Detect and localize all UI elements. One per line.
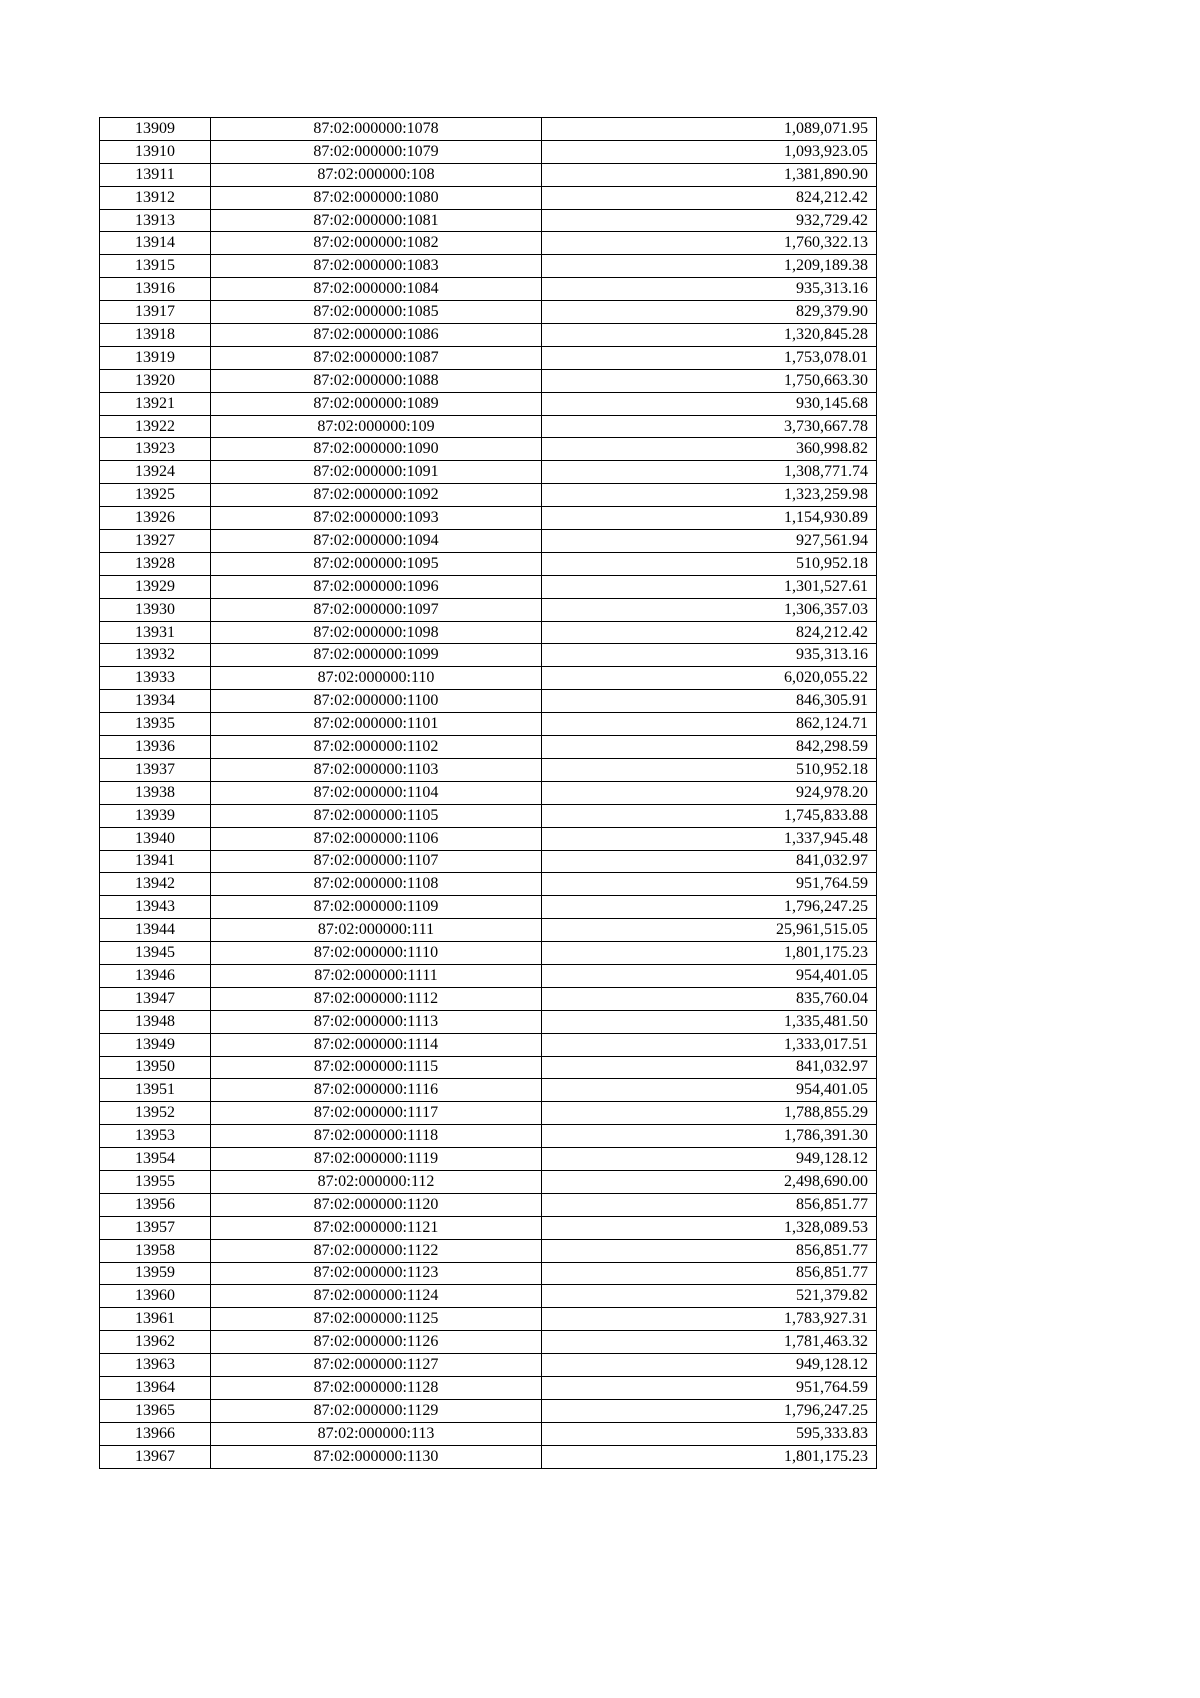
cadastral-value-cell: 856,851.77: [542, 1193, 877, 1216]
table-row: [100, 232, 877, 255]
row-number-cell: 13946: [100, 964, 211, 987]
row-number-cell: 13954: [100, 1148, 211, 1171]
cadastral-value-cell: 862,124.71: [542, 713, 877, 736]
cadastral-value-cell: 835,760.04: [542, 987, 877, 1010]
cadastral-value-cell: 954,401.05: [542, 1079, 877, 1102]
cadastral-value-cell: 951,764.59: [542, 873, 877, 896]
table-row: [100, 1445, 877, 1468]
cadastral-number-cell: 87:02:000000:1121: [211, 1216, 542, 1239]
row-number-cell: 13956: [100, 1193, 211, 1216]
cadastral-value-cell: 510,952.18: [542, 758, 877, 781]
cadastral-value-cell: 1,154,930.89: [542, 507, 877, 530]
cadastral-number-cell: 87:02:000000:1090: [211, 438, 542, 461]
cadastral-number-cell: 87:02:000000:1081: [211, 209, 542, 232]
cadastral-value-cell: 1,089,071.95: [542, 118, 877, 141]
row-number-cell: 13941: [100, 850, 211, 873]
cadastral-value-cell: 6,020,055.22: [542, 667, 877, 690]
row-number-cell: 13914: [100, 232, 211, 255]
cadastral-value-cell: 1,788,855.29: [542, 1102, 877, 1125]
row-number-cell: 13932: [100, 644, 211, 667]
row-number-cell: 13916: [100, 278, 211, 301]
row-number-cell: 13950: [100, 1056, 211, 1079]
row-number-cell: 13957: [100, 1216, 211, 1239]
cadastral-value-cell: 1,783,927.31: [542, 1308, 877, 1331]
cadastral-value-cell: 951,764.59: [542, 1376, 877, 1399]
table-row: [100, 369, 877, 392]
cadastral-number-cell: 87:02:000000:1100: [211, 690, 542, 713]
row-number-cell: 13965: [100, 1399, 211, 1422]
row-number-cell: 13919: [100, 346, 211, 369]
row-number-cell: 13944: [100, 919, 211, 942]
cadastral-value-cell: 1,760,322.13: [542, 232, 877, 255]
row-number-cell: 13943: [100, 896, 211, 919]
cadastral-number-cell: 87:02:000000:1115: [211, 1056, 542, 1079]
table-row: [100, 1193, 877, 1216]
cadastral-number-cell: 87:02:000000:1116: [211, 1079, 542, 1102]
table-row: [100, 552, 877, 575]
row-number-cell: 13920: [100, 369, 211, 392]
cadastral-number-cell: 87:02:000000:1104: [211, 781, 542, 804]
table-row: [100, 873, 877, 896]
cadastral-number-cell: 87:02:000000:1101: [211, 713, 542, 736]
row-number-cell: 13952: [100, 1102, 211, 1125]
table-row: [100, 1399, 877, 1422]
cadastral-number-cell: 87:02:000000:1087: [211, 346, 542, 369]
table-row: [100, 1216, 877, 1239]
cadastral-value-cell: 949,128.12: [542, 1148, 877, 1171]
table-row: [100, 1239, 877, 1262]
table-row: [100, 278, 877, 301]
cadastral-number-cell: 87:02:000000:1122: [211, 1239, 542, 1262]
row-number-cell: 13942: [100, 873, 211, 896]
cadastral-number-cell: 87:02:000000:1125: [211, 1308, 542, 1331]
cadastral-number-cell: 87:02:000000:1092: [211, 484, 542, 507]
cadastral-number-cell: 87:02:000000:1097: [211, 598, 542, 621]
cadastral-number-cell: 87:02:000000:108: [211, 163, 542, 186]
row-number-cell: 13948: [100, 1010, 211, 1033]
row-number-cell: 13930: [100, 598, 211, 621]
row-number-cell: 13923: [100, 438, 211, 461]
cadastral-number-cell: 87:02:000000:1126: [211, 1331, 542, 1354]
row-number-cell: 13949: [100, 1033, 211, 1056]
cadastral-number-cell: 87:02:000000:1123: [211, 1262, 542, 1285]
row-number-cell: 13922: [100, 415, 211, 438]
row-number-cell: 13959: [100, 1262, 211, 1285]
row-number-cell: 13947: [100, 987, 211, 1010]
cadastral-value-cell: 1,381,890.90: [542, 163, 877, 186]
cadastral-value-cell: 2,498,690.00: [542, 1170, 877, 1193]
cadastral-value-cell: 930,145.68: [542, 392, 877, 415]
cadastral-value-cell: 841,032.97: [542, 850, 877, 873]
row-number-cell: 13915: [100, 255, 211, 278]
row-number-cell: 13925: [100, 484, 211, 507]
table-row: [100, 530, 877, 553]
cadastral-number-cell: 87:02:000000:1119: [211, 1148, 542, 1171]
cadastral-value-cell: 829,379.90: [542, 301, 877, 324]
table-row: [100, 346, 877, 369]
cadastral-value-cell: 1,796,247.25: [542, 896, 877, 919]
table-row: [100, 1354, 877, 1377]
cadastral-number-cell: 87:02:000000:1079: [211, 140, 542, 163]
table-row: [100, 804, 877, 827]
cadastral-value-cell: 510,952.18: [542, 552, 877, 575]
table-row: [100, 919, 877, 942]
cadastral-number-cell: 87:02:000000:1114: [211, 1033, 542, 1056]
cadastral-number-cell: 87:02:000000:1113: [211, 1010, 542, 1033]
table-row: [100, 598, 877, 621]
cadastral-number-cell: 87:02:000000:1096: [211, 575, 542, 598]
table-row: [100, 1285, 877, 1308]
row-number-cell: 13911: [100, 163, 211, 186]
table-row: [100, 667, 877, 690]
cadastral-value-cell: 1,328,089.53: [542, 1216, 877, 1239]
cadastral-number-cell: 87:02:000000:1112: [211, 987, 542, 1010]
row-number-cell: 13929: [100, 575, 211, 598]
row-number-cell: 13945: [100, 942, 211, 965]
cadastral-number-cell: 87:02:000000:1108: [211, 873, 542, 896]
row-number-cell: 13951: [100, 1079, 211, 1102]
cadastral-number-cell: 87:02:000000:1080: [211, 186, 542, 209]
cadastral-number-cell: 87:02:000000:1109: [211, 896, 542, 919]
cadastral-value-cell: 25,961,515.05: [542, 919, 877, 942]
cadastral-number-cell: 87:02:000000:111: [211, 919, 542, 942]
table-row: [100, 964, 877, 987]
row-number-cell: 13938: [100, 781, 211, 804]
cadastral-value-cell: 1,320,845.28: [542, 324, 877, 347]
table-row: [100, 1331, 877, 1354]
cadastral-value-cell: 1,209,189.38: [542, 255, 877, 278]
table-row: [100, 575, 877, 598]
cadastral-number-cell: 87:02:000000:1103: [211, 758, 542, 781]
table-row: [100, 324, 877, 347]
cadastral-number-cell: 87:02:000000:112: [211, 1170, 542, 1193]
cadastral-value-cell: 932,729.42: [542, 209, 877, 232]
cadastral-value-cell: 1,750,663.30: [542, 369, 877, 392]
row-number-cell: 13928: [100, 552, 211, 575]
cadastral-number-cell: 87:02:000000:109: [211, 415, 542, 438]
cadastral-value-cell: 1,801,175.23: [542, 1445, 877, 1468]
cadastral-value-cell: 824,212.42: [542, 186, 877, 209]
cadastral-value-cell: 846,305.91: [542, 690, 877, 713]
cadastral-number-cell: 87:02:000000:1110: [211, 942, 542, 965]
table-row: [100, 1148, 877, 1171]
cadastral-number-cell: 87:02:000000:1118: [211, 1125, 542, 1148]
cadastral-number-cell: 87:02:000000:1127: [211, 1354, 542, 1377]
table-row: [100, 461, 877, 484]
cadastral-number-cell: 87:02:000000:1106: [211, 827, 542, 850]
table-row: [100, 896, 877, 919]
table-row: [100, 484, 877, 507]
cadastral-number-cell: 87:02:000000:1084: [211, 278, 542, 301]
row-number-cell: 13937: [100, 758, 211, 781]
cadastral-value-cell: 856,851.77: [542, 1239, 877, 1262]
row-number-cell: 13910: [100, 140, 211, 163]
cadastral-number-cell: 87:02:000000:1129: [211, 1399, 542, 1422]
row-number-cell: 13924: [100, 461, 211, 484]
cadastral-number-cell: 87:02:000000:1088: [211, 369, 542, 392]
cadastral-value-cell: 1,306,357.03: [542, 598, 877, 621]
row-number-cell: 13967: [100, 1445, 211, 1468]
cadastral-value-cell: 1,753,078.01: [542, 346, 877, 369]
table-row: [100, 1170, 877, 1193]
table-row: [100, 713, 877, 736]
cadastral-value-cell: 521,379.82: [542, 1285, 877, 1308]
cadastral-number-cell: 87:02:000000:1078: [211, 118, 542, 141]
cadastral-number-cell: 87:02:000000:1120: [211, 1193, 542, 1216]
table-row: [100, 438, 877, 461]
row-number-cell: 13918: [100, 324, 211, 347]
cadastral-number-cell: 87:02:000000:1117: [211, 1102, 542, 1125]
table-row: [100, 1033, 877, 1056]
row-number-cell: 13963: [100, 1354, 211, 1377]
cadastral-value-cell: 1,335,481.50: [542, 1010, 877, 1033]
row-number-cell: 13921: [100, 392, 211, 415]
cadastral-value-cell: 1,337,945.48: [542, 827, 877, 850]
cadastral-number-cell: 87:02:000000:1086: [211, 324, 542, 347]
table-row: [100, 827, 877, 850]
cadastral-number-cell: 87:02:000000:1111: [211, 964, 542, 987]
row-number-cell: 13917: [100, 301, 211, 324]
row-number-cell: 13934: [100, 690, 211, 713]
cadastral-number-cell: 87:02:000000:1085: [211, 301, 542, 324]
row-number-cell: 13913: [100, 209, 211, 232]
cadastral-value-cell: 924,978.20: [542, 781, 877, 804]
table-row: [100, 118, 877, 141]
table-row: [100, 850, 877, 873]
cadastral-number-cell: 87:02:000000:1094: [211, 530, 542, 553]
table-row: [100, 415, 877, 438]
row-number-cell: 13953: [100, 1125, 211, 1148]
cadastral-number-cell: 87:02:000000:1091: [211, 461, 542, 484]
cadastral-number-cell: 87:02:000000:1093: [211, 507, 542, 530]
cadastral-number-cell: 87:02:000000:1130: [211, 1445, 542, 1468]
table-row: [100, 621, 877, 644]
table-row: [100, 301, 877, 324]
cadastral-value-cell: 1,333,017.51: [542, 1033, 877, 1056]
table-row: [100, 140, 877, 163]
row-number-cell: 13927: [100, 530, 211, 553]
table-row: [100, 942, 877, 965]
cadastral-number-cell: 87:02:000000:1083: [211, 255, 542, 278]
table-row: [100, 781, 877, 804]
cadastral-number-cell: 87:02:000000:1095: [211, 552, 542, 575]
cadastral-number-cell: 87:02:000000:1128: [211, 1376, 542, 1399]
cadastral-value-cell: 360,998.82: [542, 438, 877, 461]
cadastral-number-cell: 87:02:000000:1124: [211, 1285, 542, 1308]
cadastral-value-cell: 927,561.94: [542, 530, 877, 553]
table-row: [100, 163, 877, 186]
cadastral-number-cell: 87:02:000000:1107: [211, 850, 542, 873]
cadastral-number-cell: 87:02:000000:113: [211, 1422, 542, 1445]
table-row: [100, 507, 877, 530]
row-number-cell: 13962: [100, 1331, 211, 1354]
row-number-cell: 13961: [100, 1308, 211, 1331]
cadastral-value-cell: 1,801,175.23: [542, 942, 877, 965]
row-number-cell: 13939: [100, 804, 211, 827]
row-number-cell: 13926: [100, 507, 211, 530]
table-row: [100, 987, 877, 1010]
table-row: [100, 392, 877, 415]
cadastral-value-cell: 842,298.59: [542, 736, 877, 759]
cadastral-value-cell: 595,333.83: [542, 1422, 877, 1445]
row-number-cell: 13966: [100, 1422, 211, 1445]
table-body: [100, 118, 877, 1469]
cadastral-value-cell: 1,093,923.05: [542, 140, 877, 163]
row-number-cell: 13936: [100, 736, 211, 759]
cadastral-number-cell: 87:02:000000:1102: [211, 736, 542, 759]
table-row: [100, 1010, 877, 1033]
table-row: [100, 644, 877, 667]
row-number-cell: 13931: [100, 621, 211, 644]
table-row: [100, 1422, 877, 1445]
cadastral-number-cell: 87:02:000000:1082: [211, 232, 542, 255]
table-row: [100, 255, 877, 278]
table-row: [100, 1308, 877, 1331]
table-row: [100, 209, 877, 232]
table-row: [100, 758, 877, 781]
cadastral-value-cell: 935,313.16: [542, 644, 877, 667]
cadastral-number-cell: 87:02:000000:1098: [211, 621, 542, 644]
cadastral-value-cell: 954,401.05: [542, 964, 877, 987]
cadastral-value-cell: 841,032.97: [542, 1056, 877, 1079]
cadastral-value-cell: 3,730,667.78: [542, 415, 877, 438]
cadastral-value-cell: 949,128.12: [542, 1354, 877, 1377]
cadastral-value-table: [99, 117, 877, 1469]
row-number-cell: 13964: [100, 1376, 211, 1399]
row-number-cell: 13955: [100, 1170, 211, 1193]
cadastral-value-cell: 935,313.16: [542, 278, 877, 301]
table-row: [100, 186, 877, 209]
cadastral-value-cell: 1,308,771.74: [542, 461, 877, 484]
cadastral-value-cell: 1,745,833.88: [542, 804, 877, 827]
cadastral-value-cell: 1,786,391.30: [542, 1125, 877, 1148]
cadastral-value-cell: 1,781,463.32: [542, 1331, 877, 1354]
table-row: [100, 690, 877, 713]
cadastral-number-cell: 87:02:000000:1089: [211, 392, 542, 415]
row-number-cell: 13933: [100, 667, 211, 690]
cadastral-value-cell: 1,323,259.98: [542, 484, 877, 507]
cadastral-number-cell: 87:02:000000:1105: [211, 804, 542, 827]
row-number-cell: 13935: [100, 713, 211, 736]
table-row: [100, 736, 877, 759]
cadastral-value-cell: 1,796,247.25: [542, 1399, 877, 1422]
table-row: [100, 1056, 877, 1079]
table-row: [100, 1079, 877, 1102]
table-row: [100, 1125, 877, 1148]
cadastral-value-cell: 824,212.42: [542, 621, 877, 644]
cadastral-number-cell: 87:02:000000:1099: [211, 644, 542, 667]
table-row: [100, 1262, 877, 1285]
cadastral-value-cell: 1,301,527.61: [542, 575, 877, 598]
cadastral-value-cell: 856,851.77: [542, 1262, 877, 1285]
row-number-cell: 13912: [100, 186, 211, 209]
row-number-cell: 13940: [100, 827, 211, 850]
row-number-cell: 13958: [100, 1239, 211, 1262]
row-number-cell: 13909: [100, 118, 211, 141]
table-row: [100, 1102, 877, 1125]
cadastral-number-cell: 87:02:000000:110: [211, 667, 542, 690]
table-row: [100, 1376, 877, 1399]
row-number-cell: 13960: [100, 1285, 211, 1308]
